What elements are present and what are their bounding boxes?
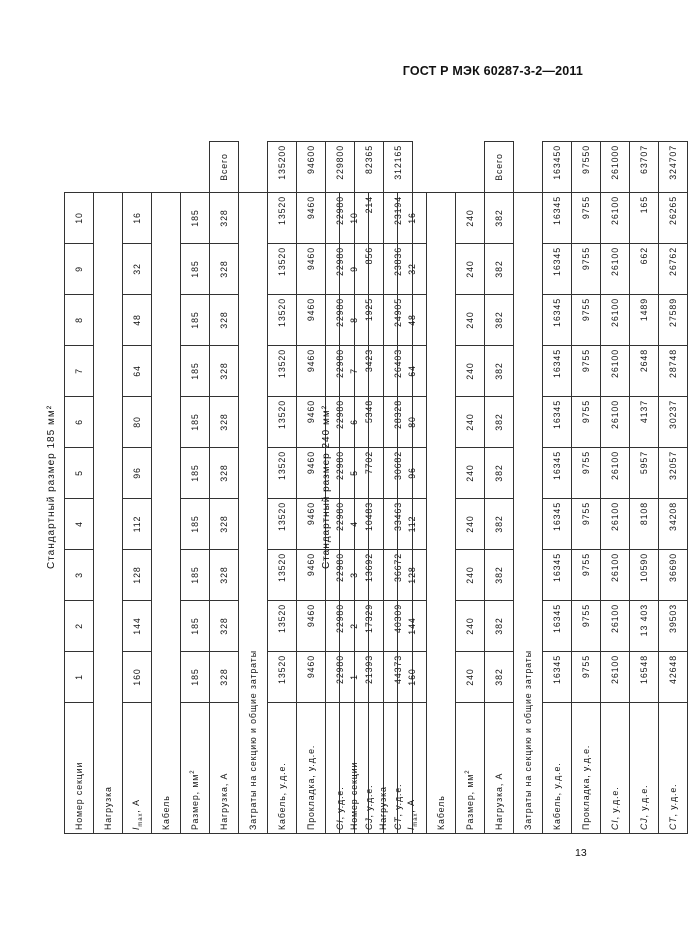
empty-cell — [181, 142, 210, 193]
table-cell: 13520 — [268, 244, 297, 295]
row-label: CT, у.д.е. — [384, 703, 413, 834]
table-cell: 32 — [123, 244, 152, 295]
header-cell: 10 — [340, 193, 369, 244]
row-label: Нагрузка, А — [210, 703, 239, 834]
table-row-cable — [427, 142, 456, 834]
table-cell: 382 — [485, 295, 514, 346]
table-cell: 39503 — [659, 601, 688, 652]
table-row-cj — [630, 142, 659, 834]
table-row-laying-cost — [572, 142, 601, 834]
section-label: Нагрузка — [94, 193, 123, 834]
table-cell: 9755 — [572, 397, 601, 448]
table-cell: 48 — [398, 295, 427, 346]
table-cell: 7702 — [355, 448, 384, 499]
table-cell: 17329 — [355, 601, 384, 652]
table-cell: 26100 — [601, 295, 630, 346]
row-label: Размер, $мм^2$ — [181, 703, 210, 834]
table-cell: 9755 — [572, 346, 601, 397]
table-cell: 662 — [630, 244, 659, 295]
table-cell: 22980 — [326, 652, 355, 703]
table-cell: 16 — [123, 193, 152, 244]
table-cell: 382 — [485, 193, 514, 244]
table-cell: 160 — [123, 652, 152, 703]
table-cell: 240 — [456, 499, 485, 550]
table-row-costs — [239, 142, 268, 834]
table-cell: 185 — [181, 193, 210, 244]
total-cell: 261000 — [601, 142, 630, 193]
table-cell: 80 — [398, 397, 427, 448]
table-cell: 13520 — [268, 448, 297, 499]
row-label: Кабель, у.д.е. — [268, 703, 297, 834]
empty-cell — [340, 142, 369, 193]
table-cell: 240 — [456, 652, 485, 703]
table-cell: 185 — [181, 601, 210, 652]
empty-cell — [398, 142, 427, 193]
table-cell: 240 — [456, 397, 485, 448]
table-cell: 328 — [210, 193, 239, 244]
table-cell: 26100 — [601, 499, 630, 550]
table-cell: 13 403 — [630, 601, 659, 652]
table-cell: 28328 — [384, 397, 413, 448]
table-cell: 24905 — [384, 295, 413, 346]
table-cell: 32 — [398, 244, 427, 295]
table-cell: 16345 — [543, 550, 572, 601]
table-row-cable-cost — [268, 142, 297, 834]
table-row-cable — [152, 142, 181, 834]
table-cell: 382 — [485, 244, 514, 295]
table-cell: 240 — [456, 346, 485, 397]
table-cell: 16 — [398, 193, 427, 244]
row-label: Прокладка, у.д.е. — [572, 703, 601, 834]
table-cell: 16345 — [543, 448, 572, 499]
table-cell: 16345 — [543, 499, 572, 550]
table-cell: 16345 — [543, 193, 572, 244]
table-cell: 13520 — [268, 550, 297, 601]
row-label: Прокладка, у.д.е. — [297, 703, 326, 834]
table-cell: 9755 — [572, 193, 601, 244]
table-cell: 13692 — [355, 550, 384, 601]
table-cell: 22980 — [326, 193, 355, 244]
table-cell: 112 — [398, 499, 427, 550]
header-cell: 7 — [65, 346, 94, 397]
table-cell: 10590 — [630, 550, 659, 601]
table-cell: 16345 — [543, 244, 572, 295]
table-cell: 22980 — [326, 601, 355, 652]
total-header: Всего — [210, 142, 239, 193]
table-cell: 96 — [398, 448, 427, 499]
table-cell: 16345 — [543, 652, 572, 703]
table-cell: 5957 — [630, 448, 659, 499]
table-cell: 9755 — [572, 652, 601, 703]
empty-cell — [369, 142, 398, 193]
header-cell: 4 — [65, 499, 94, 550]
table-row-load-amps — [485, 142, 514, 834]
table-cell: 4137 — [630, 397, 659, 448]
table-row-costs — [514, 142, 543, 834]
table-cell: 185 — [181, 550, 210, 601]
table-cell: 16548 — [630, 652, 659, 703]
table-cell: 26265 — [659, 193, 688, 244]
table-cell: 9755 — [572, 550, 601, 601]
table-cell: 328 — [210, 550, 239, 601]
table-cell: 33463 — [384, 499, 413, 550]
table-cell: 240 — [456, 550, 485, 601]
table-cell: 8108 — [630, 499, 659, 550]
table-cell: 328 — [210, 448, 239, 499]
table-cell: 22980 — [326, 346, 355, 397]
table-cell: 42648 — [659, 652, 688, 703]
table-cell: 16345 — [543, 295, 572, 346]
total-header: Всего — [485, 142, 514, 193]
empty-cell — [94, 142, 123, 193]
table-cell: 328 — [210, 601, 239, 652]
table-cell: 185 — [181, 346, 210, 397]
table-cell: 382 — [485, 652, 514, 703]
table-cell: 26100 — [601, 346, 630, 397]
header-cell: 5 — [340, 448, 369, 499]
table-cell: 214 — [355, 193, 384, 244]
table-row-size — [181, 142, 210, 834]
header-cell: 7 — [340, 346, 369, 397]
table-cell: 9460 — [297, 601, 326, 652]
table-cell: 144 — [123, 601, 152, 652]
table-cell: 22980 — [326, 448, 355, 499]
empty-cell — [514, 142, 543, 193]
header-cell: 5 — [65, 448, 94, 499]
table-cell: 22980 — [326, 295, 355, 346]
section-label: Кабель — [427, 193, 456, 834]
table-cell: 30682 — [384, 448, 413, 499]
table-cell: 9460 — [297, 499, 326, 550]
total-cell: 135200 — [268, 142, 297, 193]
empty-cell — [123, 142, 152, 193]
table-cell: 22980 — [326, 244, 355, 295]
table-cell: 382 — [485, 448, 514, 499]
table-cell: 9755 — [572, 244, 601, 295]
row-label: Нагрузка, А — [485, 703, 514, 834]
table-cell: 144 — [398, 601, 427, 652]
table-cell: 26100 — [601, 448, 630, 499]
table-cell: 9460 — [297, 397, 326, 448]
table-row-cable-cost — [543, 142, 572, 834]
table-cell: 16345 — [543, 601, 572, 652]
table-cell: 13520 — [268, 193, 297, 244]
empty-cell — [427, 142, 456, 193]
table-cell: 30237 — [659, 397, 688, 448]
table-cell: 328 — [210, 397, 239, 448]
table-cell: 856 — [355, 244, 384, 295]
header-cell: 9 — [340, 244, 369, 295]
total-cell: 229800 — [326, 142, 355, 193]
table-cell: 328 — [210, 346, 239, 397]
table-cell: 382 — [485, 601, 514, 652]
table-row-load-amps — [210, 142, 239, 834]
table-cell: 9460 — [297, 550, 326, 601]
header-cell: 6 — [340, 397, 369, 448]
total-cell: 97550 — [572, 142, 601, 193]
table-cell: 165 — [630, 193, 659, 244]
table-cell: 328 — [210, 295, 239, 346]
table-cell: 27589 — [659, 295, 688, 346]
page-number: 13 — [575, 847, 587, 859]
table-cell: 13520 — [268, 652, 297, 703]
header-cell: 10 — [65, 193, 94, 244]
table-cell: 240 — [456, 244, 485, 295]
table-cell: 382 — [485, 550, 514, 601]
table-cell: 13520 — [268, 397, 297, 448]
table-cell: 10483 — [355, 499, 384, 550]
table-185-caption: Стандартный размер 185 мм² — [46, 404, 57, 570]
table-row-header — [340, 142, 369, 834]
row-label: $I_{max}$, А — [123, 703, 152, 834]
table-cell: 328 — [210, 499, 239, 550]
table-cell: 96 — [123, 448, 152, 499]
header-cell: 2 — [65, 601, 94, 652]
table-cell: 34208 — [659, 499, 688, 550]
table-cell: 185 — [181, 244, 210, 295]
row-label: CT, у.д.е. — [659, 703, 688, 834]
table-cell: 16345 — [543, 397, 572, 448]
total-cell: 94600 — [297, 142, 326, 193]
table-cell: 22980 — [326, 550, 355, 601]
header-cell: 1 — [65, 652, 94, 703]
table-240-caption: Стандартный размер 240 мм² — [321, 404, 332, 570]
empty-cell — [152, 142, 181, 193]
header-cell: 4 — [340, 499, 369, 550]
table-cell: 9460 — [297, 244, 326, 295]
table-cell: 23836 — [384, 244, 413, 295]
table-cell: 16345 — [543, 346, 572, 397]
table-cell: 382 — [485, 499, 514, 550]
table-row-load — [94, 142, 123, 834]
table-cell: 185 — [181, 652, 210, 703]
table-cell: 9755 — [572, 448, 601, 499]
table-cell: 26100 — [601, 244, 630, 295]
table-cell: 185 — [181, 499, 210, 550]
total-cell: 163450 — [543, 142, 572, 193]
table-cell: 9460 — [297, 448, 326, 499]
table-cell: 26100 — [601, 652, 630, 703]
table-cell: 13520 — [268, 346, 297, 397]
table-cell: 26100 — [601, 601, 630, 652]
table-cell: 13520 — [268, 499, 297, 550]
table-cell: 13520 — [268, 295, 297, 346]
header-cell: 2 — [340, 601, 369, 652]
table-cell: 240 — [456, 193, 485, 244]
header-cell: Номер секции — [340, 703, 369, 834]
total-cell: 82365 — [355, 142, 384, 193]
row-label: CJ, у.д.е. — [355, 703, 384, 834]
table-cell: 21393 — [355, 652, 384, 703]
table-cell: 5348 — [355, 397, 384, 448]
table-cell: 128 — [123, 550, 152, 601]
section-label: Нагрузка — [369, 193, 398, 834]
header-cell: 1 — [340, 652, 369, 703]
total-cell: 63707 — [630, 142, 659, 193]
row-label: Кабель, у.д.е. — [543, 703, 572, 834]
table-row-imax — [123, 142, 152, 834]
table-row-ci — [601, 142, 630, 834]
table-cell: 185 — [181, 295, 210, 346]
table-cell: 22980 — [326, 397, 355, 448]
header-cell: 8 — [340, 295, 369, 346]
section-label: Кабель — [152, 193, 181, 834]
section-label: Затраты на секцию и общие затраты — [514, 193, 543, 834]
table-cell: 64 — [398, 346, 427, 397]
table-cell: 240 — [456, 448, 485, 499]
table-cell: 26762 — [659, 244, 688, 295]
table-cell: 22980 — [326, 499, 355, 550]
table-cell: 9460 — [297, 346, 326, 397]
table-cell: 9755 — [572, 499, 601, 550]
table-cell: 26100 — [601, 550, 630, 601]
table-row-size — [456, 142, 485, 834]
row-label: $I_{max}$, А — [398, 703, 427, 834]
header-cell: 9 — [65, 244, 94, 295]
table-cell: 23194 — [384, 193, 413, 244]
table-cell: 240 — [456, 601, 485, 652]
table-cell: 382 — [485, 397, 514, 448]
total-cell: 324707 — [659, 142, 688, 193]
section-label: Затраты на секцию и общие затраты — [239, 193, 268, 834]
table-cell: 26100 — [601, 397, 630, 448]
table-cell: 9755 — [572, 601, 601, 652]
table-cell: 328 — [210, 244, 239, 295]
table-cell: 36672 — [384, 550, 413, 601]
table-cell: 9460 — [297, 193, 326, 244]
table-cell: 328 — [210, 652, 239, 703]
empty-cell — [239, 142, 268, 193]
table-cell: 48 — [123, 295, 152, 346]
header-cell: 3 — [65, 550, 94, 601]
table-row-header — [65, 142, 94, 834]
table-cell: 112 — [123, 499, 152, 550]
empty-cell — [65, 142, 94, 193]
table-cell: 9460 — [297, 652, 326, 703]
table-row-load — [369, 142, 398, 834]
table-cell: 28748 — [659, 346, 688, 397]
table-cell: 26100 — [601, 193, 630, 244]
table-cell: 13520 — [268, 601, 297, 652]
total-cell: 312165 — [384, 142, 413, 193]
header-cell: 6 — [65, 397, 94, 448]
table-cell: 240 — [456, 295, 485, 346]
table-cell: 9755 — [572, 295, 601, 346]
table-cell: 185 — [181, 448, 210, 499]
table-cell: 2648 — [630, 346, 659, 397]
document-header: ГОСТ Р МЭК 60287-3-2—2011 — [402, 64, 583, 78]
row-label: CI, у.д.е. — [601, 703, 630, 834]
table-cell: 1489 — [630, 295, 659, 346]
table-cell: 382 — [485, 346, 514, 397]
table-cell: 36690 — [659, 550, 688, 601]
table-cell: 40309 — [384, 601, 413, 652]
table-cell: 160 — [398, 652, 427, 703]
table-cell: 26403 — [384, 346, 413, 397]
header-cell: 8 — [65, 295, 94, 346]
table-cell: 1925 — [355, 295, 384, 346]
row-label: CI, у.д.е. — [326, 703, 355, 834]
table-cell: 44373 — [384, 652, 413, 703]
table-cell: 9460 — [297, 295, 326, 346]
table-row-ct — [659, 142, 688, 834]
table-row-imax — [398, 142, 427, 834]
row-label: CJ, у.д.е. — [630, 703, 659, 834]
table-cell: 128 — [398, 550, 427, 601]
table-cell: 3423 — [355, 346, 384, 397]
header-cell: Номер секции — [65, 703, 94, 834]
table-cell: 185 — [181, 397, 210, 448]
table-240 — [339, 141, 688, 834]
header-cell: 3 — [340, 550, 369, 601]
table-cell: 32057 — [659, 448, 688, 499]
table-cell: 64 — [123, 346, 152, 397]
table-cell: 80 — [123, 397, 152, 448]
row-label: Размер, $мм^2$ — [456, 703, 485, 834]
empty-cell — [456, 142, 485, 193]
